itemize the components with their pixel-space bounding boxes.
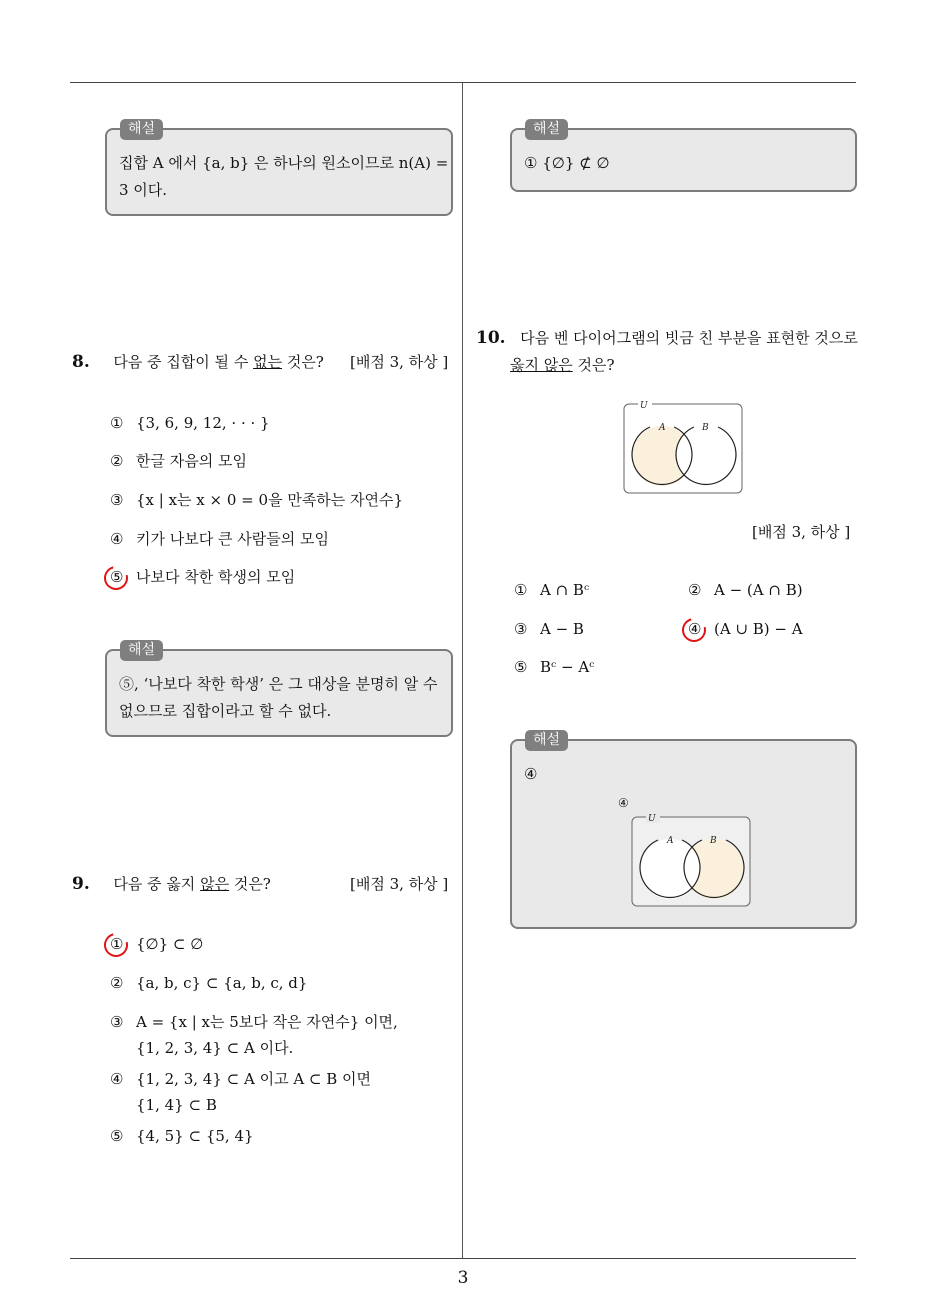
solution-text-line: ⑤, ‘나보다 착한 학생’ 은 그 대상을 분명히 알 수 [119, 675, 438, 693]
option-5[interactable]: ⑤ {4, 5} ⊂ {5, 4} [110, 1127, 254, 1145]
solution-box-q7 [105, 121, 453, 216]
option-2[interactable]: ② {a, b, c} ⊂ {a, b, c, d} [110, 974, 308, 992]
question-text: 것은? [282, 353, 324, 371]
question-8-score: [배점 3, 하상 ] [350, 353, 449, 371]
top-rule [70, 82, 856, 83]
solution-box-q8 [105, 642, 453, 737]
option-3[interactable]: ③ {x | x는 x × 0 = 0을 만족하는 자연수} [110, 491, 404, 509]
solution-figure-label: ④ [618, 796, 629, 810]
question-text: 것은? [572, 356, 615, 374]
set-b-label: B [702, 423, 709, 433]
question-10-score: [배점 3, 하상 ] [752, 523, 851, 541]
question-text: 다음 중 옳지 [113, 875, 201, 893]
solution-tag: 해설 [120, 119, 163, 140]
solution-box-q9 [510, 121, 857, 192]
question-text: 다음 중 집합이 될 수 [113, 353, 254, 371]
option-5[interactable]: ⑤ Bᶜ − Aᶜ [514, 658, 595, 676]
option-1[interactable]: ① A ∩ Bᶜ [514, 581, 590, 599]
question-emphasis: 옳지 않은 [510, 356, 573, 374]
question-emphasis: 않은 [200, 875, 230, 893]
column-divider [462, 83, 463, 1258]
option-4[interactable]: ④ 키가 나보다 큰 사람들의 모임 [110, 530, 329, 548]
bottom-rule [70, 1258, 856, 1259]
option-4[interactable]: ④ {1, 2, 3, 4} ⊂ A 이고 A ⊂ B 이면 [110, 1070, 372, 1088]
option-1[interactable]: ① {∅} ⊂ ∅ [110, 935, 204, 953]
option-1[interactable]: ① {3, 6, 9, 12, · · · } [110, 414, 270, 432]
solution-text-line: ① {∅} ⊄ ∅ [524, 154, 610, 172]
page-number: 3 [457, 1268, 469, 1288]
solution-text-line: 없으므로 집합이라고 할 수 없다. [119, 702, 332, 720]
option-2[interactable]: ② 한글 자음의 모임 [110, 452, 247, 470]
option-5[interactable]: ⑤ 나보다 착한 학생의 모임 [110, 568, 296, 586]
solution-text-line: 3 이다. [119, 181, 168, 199]
question-number: 8. [72, 352, 90, 372]
solution-venn-diagram [630, 813, 754, 909]
question-9-stem [72, 873, 271, 895]
solution-answer: ④ [524, 765, 538, 783]
universe-label: U [640, 401, 648, 411]
venn-diagram [622, 400, 746, 496]
question-8-stem [72, 351, 324, 373]
question-emphasis: 없는 [253, 353, 283, 371]
set-b-label: B [710, 836, 717, 846]
question-9-score: [배점 3, 하상 ] [350, 875, 449, 893]
question-text: 것은? [229, 875, 271, 893]
question-text: 다음 벤 다이어그램의 빗금 친 부분을 표현한 것으로 [520, 329, 858, 347]
solution-tag: 해설 [525, 730, 568, 751]
option-4-continued: {1, 4} ⊂ B [136, 1096, 217, 1114]
question-number: 9. [72, 874, 90, 894]
option-4[interactable]: ④ (A ∪ B) − A [688, 620, 803, 638]
solution-box-q10 [510, 732, 857, 929]
universe-label: U [648, 814, 656, 824]
option-2[interactable]: ② A − (A ∩ B) [688, 581, 803, 599]
option-3[interactable]: ③ A = {x | x는 5보다 작은 자연수} 이면, [110, 1013, 398, 1031]
solution-text-line: 집합 A 에서 {a, b} 은 하나의 원소이므로 n(A) = [119, 154, 449, 172]
option-3[interactable]: ③ A − B [514, 620, 584, 638]
option-3-continued: {1, 2, 3, 4} ⊂ A 이다. [136, 1039, 294, 1057]
question-10-stem-line2 [510, 354, 615, 376]
set-a-label: A [667, 836, 674, 846]
question-number: 10. [476, 328, 506, 348]
solution-tag: 해설 [525, 119, 568, 140]
question-10-stem [476, 327, 858, 349]
solution-tag: 해설 [120, 640, 163, 661]
set-a-label: A [659, 423, 666, 433]
